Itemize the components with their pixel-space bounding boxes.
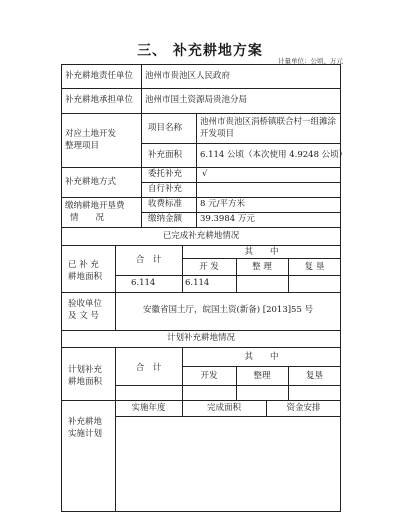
rule	[61, 113, 341, 114]
project-name-label: 项目名称	[148, 123, 183, 133]
completed-total-label: 合 计	[135, 255, 162, 265]
planned-total-label: 合 计	[135, 363, 162, 373]
implementation-plan-label: 补充耕地	[68, 417, 103, 427]
year-column-header: 实施年度	[131, 403, 166, 413]
fee-label: 缴纳耕地开垦费	[65, 201, 125, 211]
responsible-unit-label: 补充耕地责任单位	[65, 71, 134, 81]
completed-area-label: 耕地面积	[68, 272, 103, 282]
supplement-area-value: 6.114 公顷（本次使用 4.9248 公顷）	[200, 150, 348, 160]
planned-consolidate-label: 整理	[253, 371, 271, 381]
rule	[115, 416, 341, 417]
rule	[61, 400, 341, 401]
document-title: 三、 补充耕地方案	[137, 43, 263, 59]
method-self-label: 自行补充	[148, 184, 183, 194]
unit-note: 计量单位：公顷、万元	[278, 57, 343, 65]
rule	[61, 167, 341, 168]
rule	[61, 347, 341, 348]
planned-area-label: 耕地面积	[68, 377, 103, 387]
undertaker-unit-value: 池州市国土资源局贵池分局	[145, 95, 248, 105]
planned-develop-label: 开发	[200, 371, 218, 381]
fee-standard-value: 8 元/平方米	[200, 199, 245, 209]
rule	[182, 366, 341, 367]
rule	[141, 64, 142, 227]
undertaker-unit-label: 补充耕地承担单位	[65, 95, 134, 105]
completed-area-label: 已 补 充	[68, 260, 99, 270]
rule	[61, 292, 341, 293]
completed-consolidate-label: 整 理	[252, 262, 272, 272]
completed-section-title: 已完成补充耕地情况	[162, 231, 240, 241]
fee-amount-label: 缴纳金额	[148, 214, 183, 224]
planned-among-label: 其 中	[244, 352, 279, 362]
project-group-label: 整理项目	[65, 141, 100, 151]
rule	[182, 258, 341, 259]
completed-develop-label: 开 发	[199, 262, 219, 272]
project-name-value: 池州市贵池区涓桥镇联合村一组滩涂开发项目	[200, 117, 337, 139]
acceptance-label: 验收单位	[68, 299, 103, 309]
implementation-plan-label: 实施计划	[68, 429, 103, 439]
method-entrusted-label: 委托补充	[148, 169, 183, 179]
rule	[196, 113, 197, 227]
rule	[115, 385, 341, 386]
acceptance-value: 安徽省国土厅，皖国土资(新备) [2013]55 号	[142, 305, 314, 315]
completed-reclaim-label: 复 垦	[304, 262, 325, 272]
responsible-unit-value: 池州市贵池区人民政府	[145, 71, 231, 81]
planned-section-title: 计划补充耕地情况	[166, 333, 235, 343]
rule	[141, 143, 341, 144]
rule	[115, 275, 341, 276]
fee-amount-value: 39.3984 万元	[200, 214, 255, 224]
check-mark-icon: √	[202, 169, 208, 179]
funding-column-header: 资金安排	[286, 403, 321, 413]
supplement-area-label: 补充面积	[148, 150, 183, 160]
fee-label: 情 况	[70, 213, 105, 223]
planned-area-label: 计划补充	[68, 365, 103, 375]
rule	[61, 227, 341, 228]
acceptance-label: 及 文 号	[68, 311, 99, 321]
method-label: 补充耕地方式	[65, 177, 117, 187]
completed-among-label: 其 中	[244, 247, 279, 257]
completed-develop-value: 6.114	[185, 278, 210, 288]
fee-standard-label: 收费标准	[148, 199, 183, 209]
rule	[61, 330, 341, 331]
project-group-label: 对应土地开发	[65, 129, 117, 139]
rule	[61, 88, 341, 89]
planned-reclaim-label: 复垦	[305, 371, 323, 381]
completed-area-column-header: 完成面积	[206, 403, 241, 413]
completed-total-value: 6.114	[131, 278, 156, 288]
